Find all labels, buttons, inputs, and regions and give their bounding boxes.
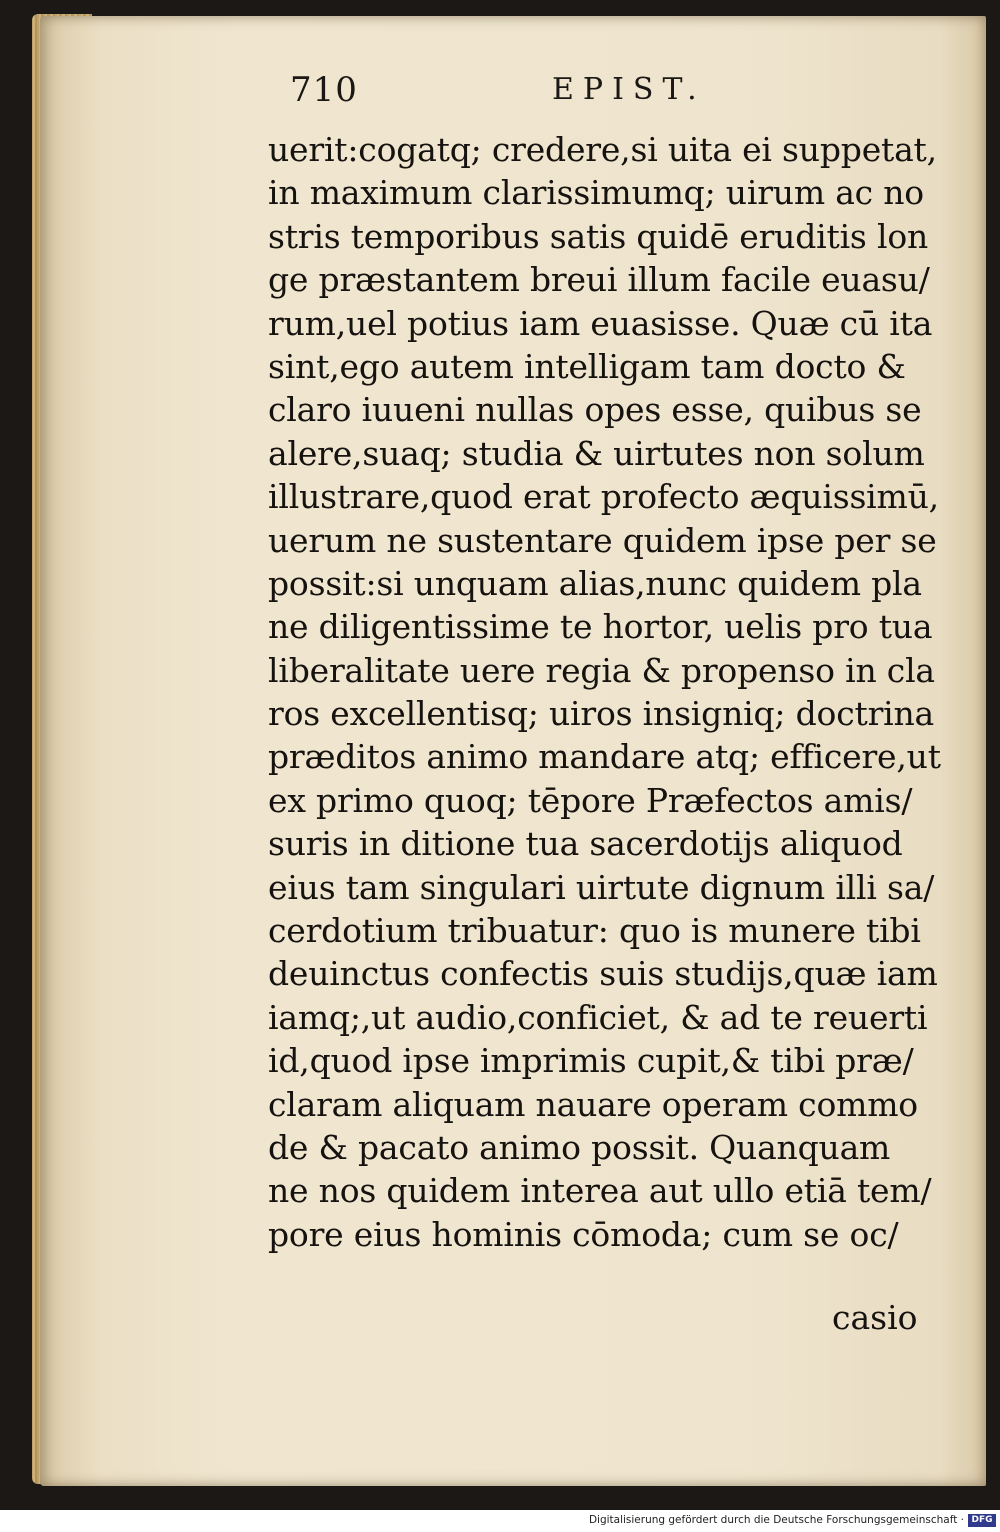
text-line: ne diligentissime te hortor, uelis pro tua: [268, 607, 933, 647]
dfg-logo-icon: DFG: [968, 1514, 996, 1527]
text-line: eius tam singulari uirtute dignum illi sa/: [268, 867, 935, 907]
text-line: in maximum clarissimumq; uirum ac no: [268, 173, 924, 213]
catchword: casio: [832, 1298, 918, 1337]
text-line: illustrare,quod erat profecto æquissimū,: [268, 477, 939, 517]
text-line: suris in ditione tua sacerdotijs aliquod: [268, 824, 903, 864]
page-header: [290, 70, 930, 110]
digitization-footer: [0, 1510, 1000, 1532]
text-line: ne nos quidem interea aut ullo etiā tem/: [268, 1171, 932, 1211]
text-line: ge præstantem breui illum facile euasu/: [268, 260, 930, 300]
text-line: alere,suaq; studia & uirtutes non solum: [268, 433, 925, 473]
text-line: stris temporibus satis quidē eruditis lon: [268, 216, 929, 256]
running-head: EPIST.: [552, 72, 706, 107]
text-line: præditos animo mandare atq; efficere,ut: [268, 737, 941, 777]
body-text: [268, 128, 948, 1256]
text-line: rum,uel potius iam euasisse. Quæ cū ita: [268, 303, 933, 343]
text-line: deuinctus confectis suis studijs,quæ iam: [268, 954, 938, 994]
text-line: uerit:cogatq; credere,si uita ei suppetat,: [268, 130, 937, 169]
text-line: ros excellentisq; uiros insigniq; doctrina: [268, 694, 935, 734]
text-line: uerum ne sustentare quidem ipse per se: [268, 520, 937, 560]
text-line: pore eius hominis cōmoda; cum se oc/: [268, 1214, 899, 1254]
text-line: iamq;,ut audio,conficiet, & ad te reuerti: [268, 997, 928, 1037]
text-line: liberalitate uere regia & propenso in cla: [268, 650, 935, 690]
page-number: 710: [290, 70, 358, 110]
footer-credit: Digitalisierung gefördert durch die Deutsche Forschungsgemeinschaft ·: [588, 1514, 964, 1526]
text-line: claro iuueni nullas opes esse, quibus se: [268, 390, 922, 430]
text-line: sint,ego autem intelligam tam docto &: [268, 346, 906, 386]
text-line: claram aliquam nauare operam commo: [268, 1084, 918, 1124]
text-line: de & pacato animo possit. Quanquam: [268, 1127, 891, 1167]
text-line: id,quod ipse imprimis cupit,& tibi præ/: [268, 1041, 914, 1081]
text-line: ex primo quoq; tēpore Præfectos amis/: [268, 780, 913, 820]
text-line: possit:si unquam alias,nunc quidem pla: [268, 563, 922, 603]
text-line: cerdotium tribuatur: quo is munere tibi: [268, 911, 921, 951]
